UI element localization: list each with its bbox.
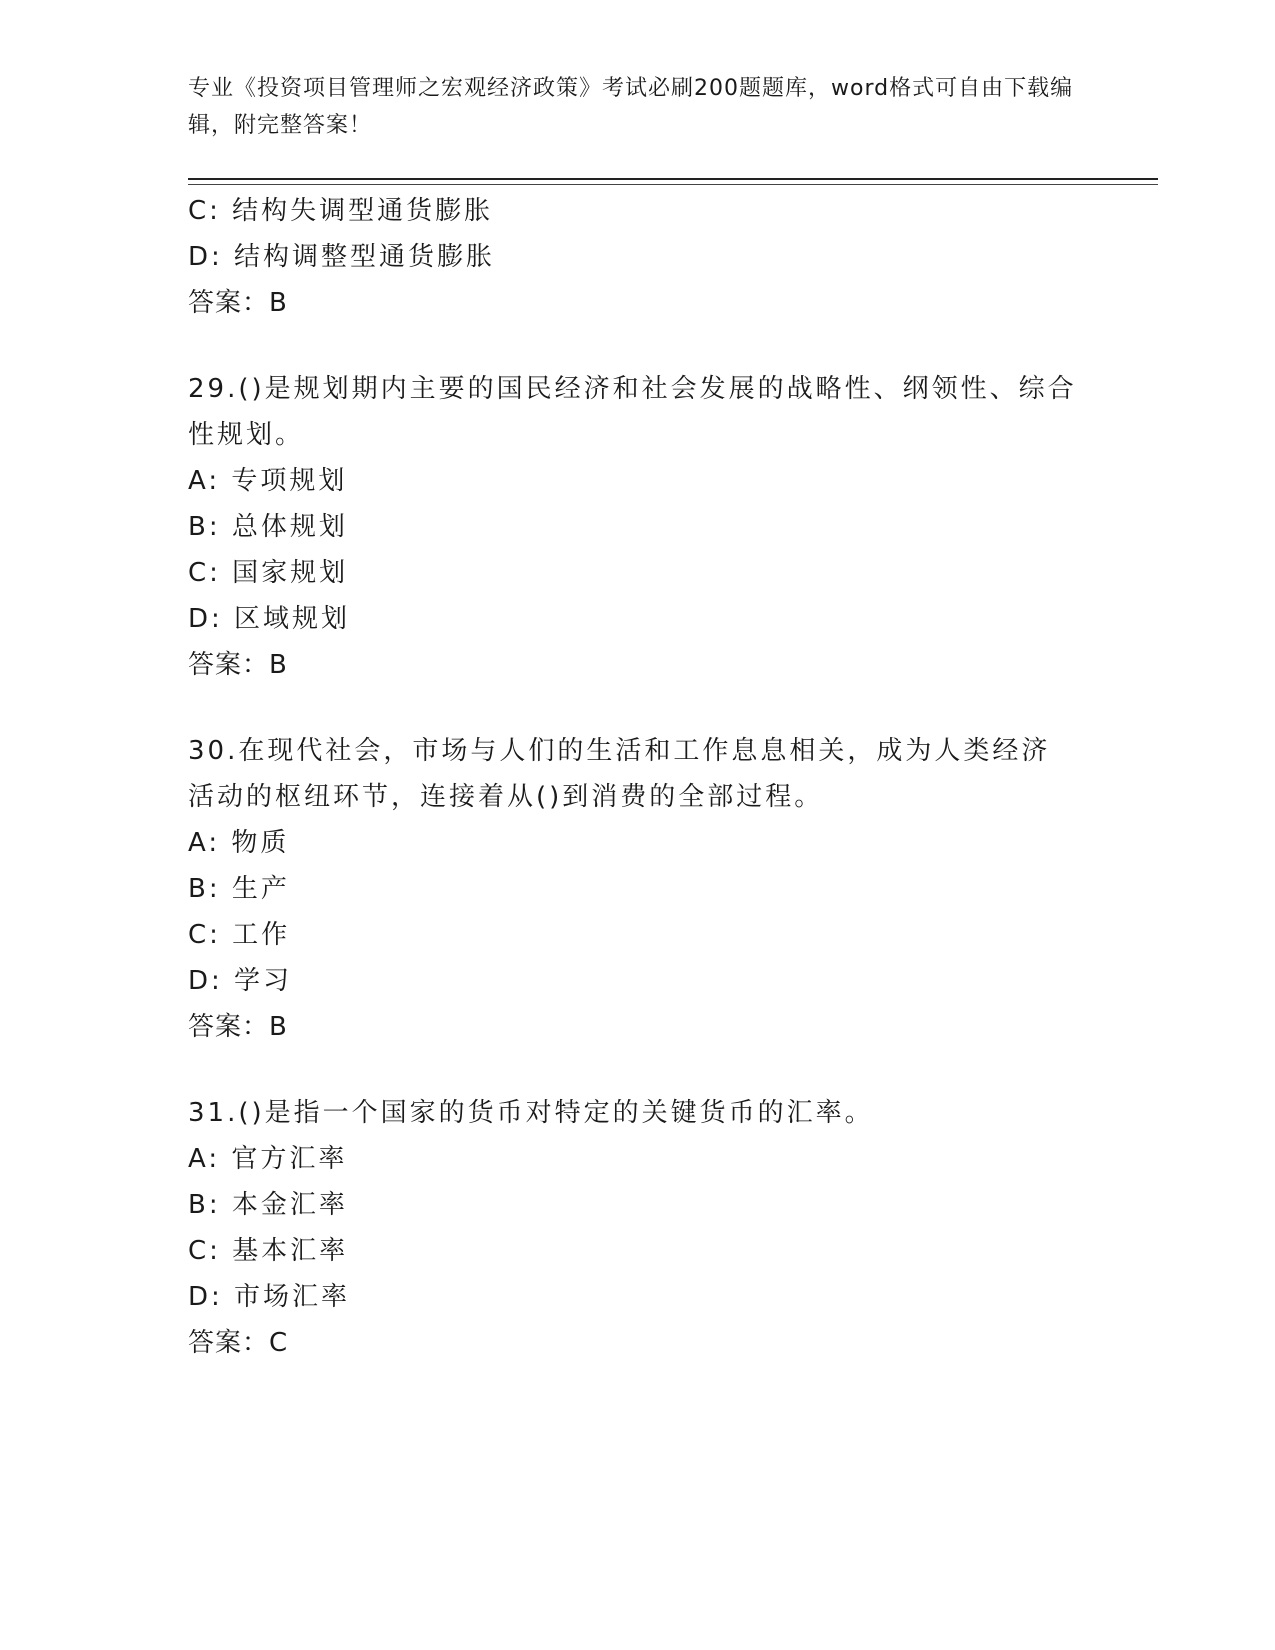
option-b: B: 生产 (188, 874, 290, 904)
option-b: B: 总体规划 (188, 512, 348, 542)
option-c: C: 国家规划 (188, 558, 349, 588)
option-c: C: 工作 (188, 920, 291, 950)
question-stem: 30.在现代社会，市场与人们的生活和工作息息相关，成为人类经济活动的枢纽环节，连接着从()到消费的全部过程。 (188, 736, 1051, 812)
option-c: C: 基本汇率 (188, 1236, 349, 1266)
question-block-30 (188, 728, 1088, 1050)
answer-label: 答案：B (188, 650, 288, 680)
question-block-continued (188, 188, 1088, 326)
document-header: 专业《投资项目管理师之宏观经济政策》考试必刷200题题库，word格式可自由下载编辑，附完整答案！ (188, 76, 1074, 138)
question-stem: 31.()是指一个国家的货币对特定的关键货币的汇率。 (188, 1098, 874, 1128)
question-stem: 29.()是规划期内主要的国民经济和社会发展的战略性、纲领性、综合性规划。 (188, 374, 1077, 450)
question-list (188, 188, 1088, 1366)
option-d: D: 区域规划 (188, 604, 351, 634)
option-d: D: 市场汇率 (188, 1282, 351, 1312)
answer-label: 答案：C (188, 1328, 289, 1358)
option-d: D: 学习 (188, 966, 293, 996)
option-d: D: 结构调整型通货膨胀 (188, 242, 496, 272)
option-a: A: 专项规划 (188, 466, 348, 496)
option-a: A: 物质 (188, 828, 290, 858)
option-c: C: 结构失调型通货膨胀 (188, 196, 494, 226)
answer-label: 答案：B (188, 288, 288, 318)
question-block-31 (188, 1090, 1088, 1366)
answer-label: 答案：B (188, 1012, 288, 1042)
option-a: A: 官方汇率 (188, 1144, 348, 1174)
option-b: B: 本金汇率 (188, 1190, 348, 1220)
header-divider (188, 178, 1158, 180)
header-divider-secondary (188, 184, 1158, 185)
question-block-29 (188, 366, 1088, 688)
